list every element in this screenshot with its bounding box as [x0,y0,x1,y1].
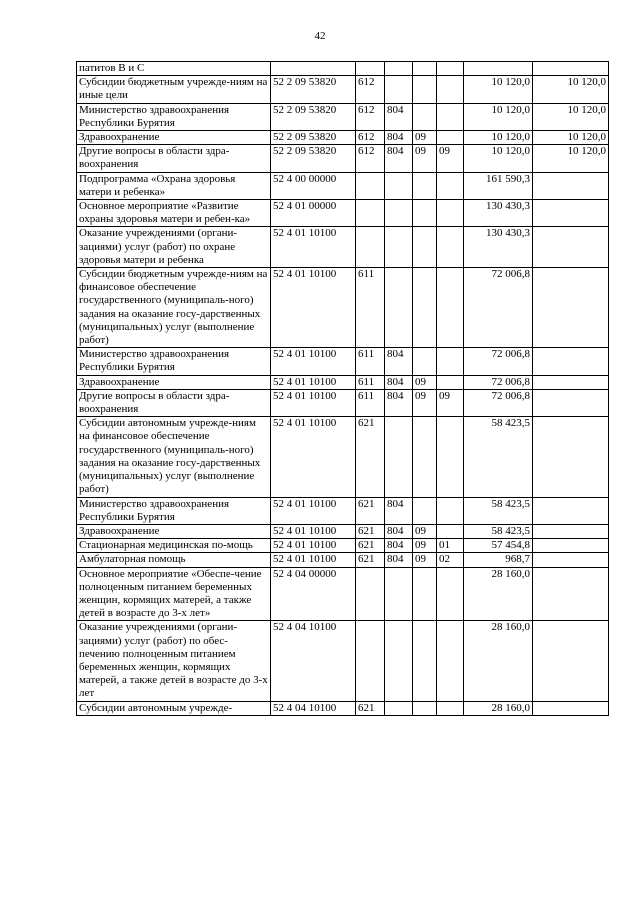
cell-amount-2: 10 120,0 [533,145,609,172]
cell-expense-type: 621 [356,524,385,538]
cell-section [413,62,437,76]
cell-administrator [385,76,413,103]
table-row [77,76,609,103]
cell-administrator [385,172,413,199]
cell-expense-type: 611 [356,375,385,389]
cell-amount-1: 58 423,5 [464,497,533,524]
cell-amount-1: 57 454,8 [464,539,533,553]
table-row [77,145,609,172]
table-row [77,497,609,524]
cell-amount-2: 10 120,0 [533,76,609,103]
cell-subsection: 01 [437,539,464,553]
cell-target-article: 52 2 09 53820 [271,103,356,130]
cell-name: Основное мероприятие «Обеспе-чение полноценным питанием беременных женщин, кормящих матерей, а также детей в возрасте до 3-х лет» [77,567,271,621]
cell-amount-2: 10 120,0 [533,131,609,145]
cell-administrator: 804 [385,145,413,172]
cell-administrator [385,200,413,227]
cell-subsection [437,348,464,375]
cell-expense-type: 621 [356,417,385,497]
cell-amount-2 [533,524,609,538]
table-row [77,227,609,268]
cell-amount-2 [533,389,609,416]
cell-administrator: 804 [385,524,413,538]
cell-administrator [385,62,413,76]
cell-amount-1: 10 120,0 [464,76,533,103]
table-row [77,701,609,715]
cell-amount-2 [533,539,609,553]
cell-expense-type: 611 [356,389,385,416]
cell-amount-2 [533,268,609,348]
table-body [77,62,609,716]
cell-amount-2 [533,497,609,524]
cell-amount-2 [533,417,609,497]
cell-amount-1: 130 430,3 [464,200,533,227]
table-row [77,621,609,701]
cell-target-article: 52 4 01 10100 [271,375,356,389]
cell-amount-2 [533,62,609,76]
cell-amount-1: 28 160,0 [464,701,533,715]
cell-name: Другие вопросы в области здра-воохранения [77,145,271,172]
cell-subsection [437,268,464,348]
cell-expense-type [356,172,385,199]
cell-name: Субсидии автономным учрежде-ниям на финансовое обеспечение государственного (муниципаль-ного) задания на оказание госу-дарственных (муниципальных) услуг (выполнение работ) [77,417,271,497]
cell-subsection: 09 [437,145,464,172]
cell-name: Оказание учреждениями (органи-зациями) услуг (работ) по обес-печению полноценным питанием беременных женщин, кормящих матерей, а также детей в возрасте до 3-х лет [77,621,271,701]
table-row [77,417,609,497]
cell-section: 09 [413,145,437,172]
table-row [77,389,609,416]
cell-administrator [385,268,413,348]
cell-name: Оказание учреждениями (органи-зациями) услуг (работ) по охране здоровья матери и ребенка [77,227,271,268]
cell-expense-type: 621 [356,497,385,524]
table-row [77,567,609,621]
cell-subsection [437,524,464,538]
cell-section: 09 [413,539,437,553]
cell-administrator [385,701,413,715]
cell-amount-1: 10 120,0 [464,103,533,130]
cell-section [413,567,437,621]
cell-subsection [437,227,464,268]
cell-administrator: 804 [385,497,413,524]
table-row [77,103,609,130]
cell-section [413,701,437,715]
cell-subsection [437,76,464,103]
cell-amount-2 [533,567,609,621]
cell-target-article: 52 4 01 10100 [271,268,356,348]
cell-administrator [385,567,413,621]
budget-table [76,61,609,716]
cell-amount-2: 10 120,0 [533,103,609,130]
cell-target-article: 52 2 09 53820 [271,131,356,145]
table-row [77,200,609,227]
cell-section: 09 [413,524,437,538]
table-row [77,62,609,76]
cell-subsection [437,417,464,497]
cell-amount-2 [533,200,609,227]
cell-administrator: 804 [385,375,413,389]
table-row [77,348,609,375]
cell-amount-1: 58 423,5 [464,524,533,538]
cell-target-article: 52 2 09 53820 [271,145,356,172]
cell-section [413,76,437,103]
cell-name: Министерство здравоохранения Республики Бурятия [77,103,271,130]
cell-expense-type: 612 [356,145,385,172]
cell-subsection [437,567,464,621]
cell-subsection [437,62,464,76]
cell-name: Стационарная медицинская по-мощь [77,539,271,553]
cell-section: 09 [413,389,437,416]
cell-expense-type: 611 [356,268,385,348]
cell-target-article: 52 4 01 10100 [271,524,356,538]
cell-subsection [437,497,464,524]
table-row [77,524,609,538]
page-number: 42 [314,30,326,42]
cell-amount-1: 58 423,5 [464,417,533,497]
cell-expense-type: 612 [356,103,385,130]
cell-target-article: 52 4 01 10100 [271,539,356,553]
cell-section: 09 [413,131,437,145]
cell-name: Здравоохранение [77,524,271,538]
cell-section [413,417,437,497]
cell-name: Здравоохранение [77,131,271,145]
cell-target-article: 52 4 04 00000 [271,567,356,621]
cell-target-article: 52 2 09 53820 [271,76,356,103]
cell-amount-1: 72 006,8 [464,348,533,375]
cell-subsection [437,701,464,715]
cell-name: патитов В и С [77,62,271,76]
table-row [77,375,609,389]
cell-name: Субсидии бюджетным учрежде-ниям на финансовое обеспечение государственного (муниципаль-ного) задания на оказание госу-дарственных (муниципальных) услуг (выполнение работ) [77,268,271,348]
table-row [77,553,609,567]
cell-administrator: 804 [385,389,413,416]
cell-administrator [385,417,413,497]
cell-amount-2 [533,621,609,701]
cell-section [413,497,437,524]
cell-administrator: 804 [385,348,413,375]
cell-expense-type: 612 [356,131,385,145]
cell-name: Министерство здравоохранения Республики Бурятия [77,497,271,524]
cell-target-article: 52 4 04 10100 [271,701,356,715]
cell-amount-1: 10 120,0 [464,131,533,145]
cell-subsection: 09 [437,389,464,416]
cell-expense-type [356,227,385,268]
cell-section [413,227,437,268]
cell-amount-1: 968,7 [464,553,533,567]
cell-subsection [437,621,464,701]
cell-amount-1 [464,62,533,76]
cell-section [413,268,437,348]
cell-amount-1: 28 160,0 [464,621,533,701]
cell-name: Основное мероприятие «Развитие охраны здоровья матери и ребен-ка» [77,200,271,227]
cell-section: 09 [413,375,437,389]
cell-subsection [437,131,464,145]
cell-subsection [437,172,464,199]
cell-amount-2 [533,375,609,389]
cell-section [413,348,437,375]
cell-expense-type [356,621,385,701]
cell-target-article: 52 4 01 10100 [271,417,356,497]
cell-expense-type [356,567,385,621]
cell-expense-type [356,200,385,227]
cell-amount-2 [533,348,609,375]
cell-name: Подпрограмма «Охрана здоровья матери и ребенка» [77,172,271,199]
cell-amount-1: 130 430,3 [464,227,533,268]
cell-subsection [437,200,464,227]
cell-section [413,172,437,199]
table-row [77,131,609,145]
cell-administrator: 804 [385,553,413,567]
cell-amount-1: 28 160,0 [464,567,533,621]
table-row [77,539,609,553]
cell-administrator: 804 [385,131,413,145]
table-row [77,268,609,348]
cell-name: Субсидии автономным учрежде- [77,701,271,715]
cell-target-article [271,62,356,76]
cell-target-article: 52 4 01 10100 [271,389,356,416]
cell-amount-1: 161 590,3 [464,172,533,199]
cell-section: 09 [413,553,437,567]
cell-name: Субсидии бюджетным учрежде-ниям на иные цели [77,76,271,103]
cell-expense-type: 612 [356,76,385,103]
cell-amount-1: 72 006,8 [464,375,533,389]
cell-expense-type: 621 [356,701,385,715]
cell-target-article: 52 4 01 10100 [271,348,356,375]
cell-name: Министерство здравоохранения Республики Бурятия [77,348,271,375]
cell-amount-2 [533,227,609,268]
cell-expense-type: 611 [356,348,385,375]
cell-section [413,621,437,701]
cell-target-article: 52 4 01 00000 [271,200,356,227]
cell-amount-1: 72 006,8 [464,268,533,348]
cell-administrator: 804 [385,539,413,553]
cell-subsection [437,375,464,389]
cell-section [413,103,437,130]
cell-amount-1: 10 120,0 [464,145,533,172]
cell-target-article: 52 4 01 10100 [271,227,356,268]
cell-expense-type: 621 [356,553,385,567]
cell-expense-type: 621 [356,539,385,553]
cell-subsection: 02 [437,553,464,567]
cell-amount-2 [533,701,609,715]
cell-expense-type [356,62,385,76]
cell-subsection [437,103,464,130]
cell-name: Здравоохранение [77,375,271,389]
cell-administrator: 804 [385,103,413,130]
cell-name: Другие вопросы в области здра-воохранения [77,389,271,416]
cell-name: Амбулаторная помощь [77,553,271,567]
cell-target-article: 52 4 00 00000 [271,172,356,199]
cell-administrator [385,621,413,701]
cell-administrator [385,227,413,268]
cell-target-article: 52 4 01 10100 [271,497,356,524]
cell-amount-1: 72 006,8 [464,389,533,416]
cell-target-article: 52 4 01 10100 [271,553,356,567]
cell-amount-2 [533,553,609,567]
table-row [77,172,609,199]
cell-section [413,200,437,227]
cell-target-article: 52 4 04 10100 [271,621,356,701]
cell-amount-2 [533,172,609,199]
